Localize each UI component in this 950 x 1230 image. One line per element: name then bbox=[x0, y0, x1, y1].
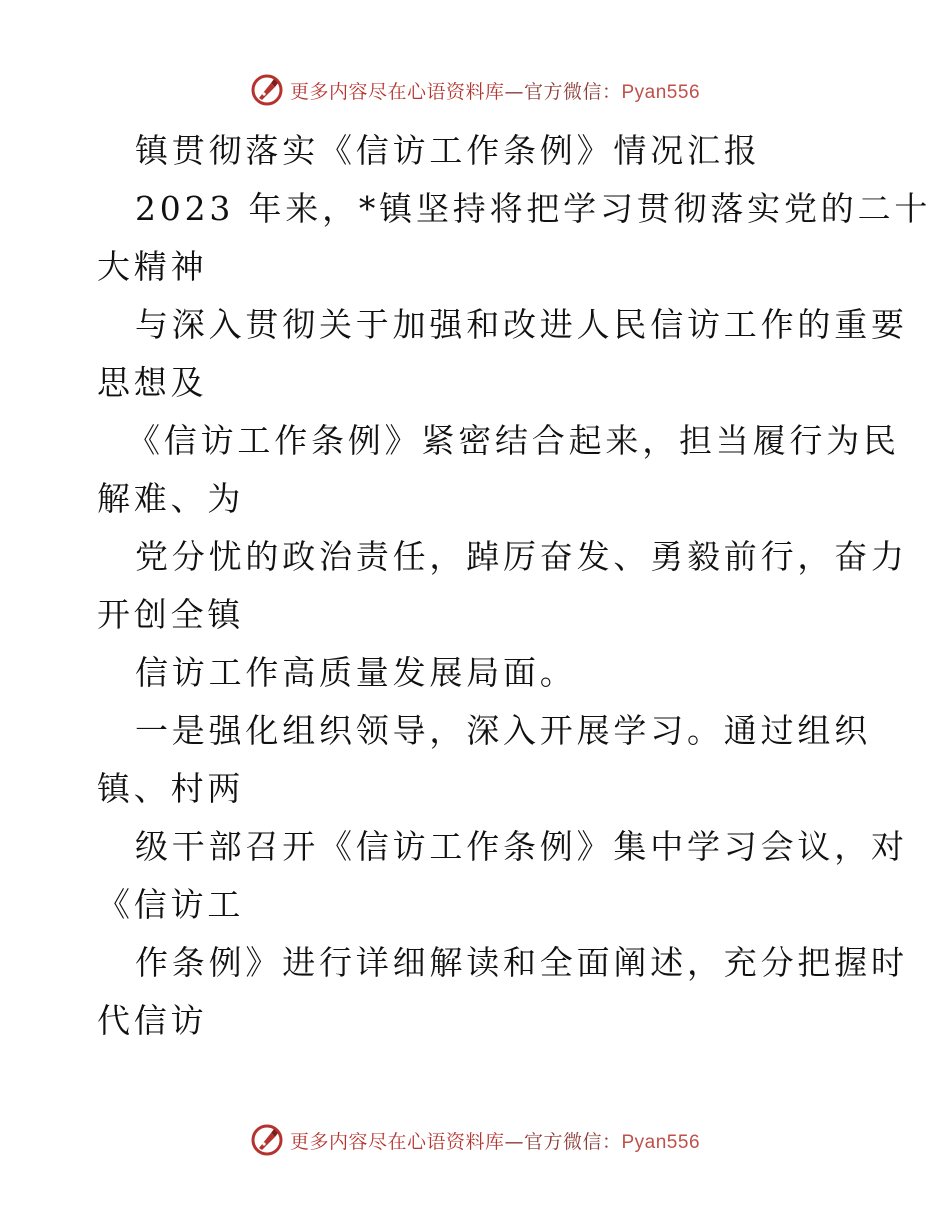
text-line: 大精神 bbox=[97, 247, 208, 286]
document-title: 镇贯彻落实《信访工作条例》情况汇报 bbox=[135, 131, 761, 170]
text-line: 思想及 bbox=[97, 363, 208, 402]
text-line: 开创全镇 bbox=[97, 595, 245, 634]
text-line: 作条例》进行详细解读和全面阐述，充分把握时 bbox=[135, 943, 908, 982]
header-banner bbox=[0, 70, 950, 110]
text-line: 信访工作高质量发展局面。 bbox=[135, 653, 577, 692]
text-line: 解难、为 bbox=[97, 479, 245, 518]
text-line: 《信访工 bbox=[97, 885, 245, 924]
text-line: 《信访工作条例》紧密结合起来，担当履行为民 bbox=[127, 421, 900, 460]
header-wechat-label: 官方微信： bbox=[523, 80, 622, 103]
text-line: 代信访 bbox=[97, 1001, 208, 1040]
text-line: 级干部召开《信访工作条例》集中学习会议，对 bbox=[135, 827, 908, 866]
footer-site-text: 更多内容尽在心语资料库 bbox=[289, 1130, 505, 1153]
header-site-text: 更多内容尽在心语资料库 bbox=[289, 80, 505, 103]
document-body bbox=[97, 122, 932, 1050]
text-line: 党分忧的政治责任，踔厉奋发、勇毅前行，奋力 bbox=[135, 537, 908, 576]
footer-wechat-label: 官方微信： bbox=[523, 1130, 622, 1153]
footer-banner-text bbox=[290, 1127, 700, 1154]
header-wechat-id: Pyan556 bbox=[621, 81, 701, 103]
text-line: 一是强化组织领导，深入开展学习。通过组织 bbox=[135, 711, 871, 750]
header-separator: — bbox=[504, 80, 524, 103]
pen-nib-logo-icon bbox=[250, 1123, 284, 1157]
text-line: 2023 年来，*镇坚持将把学习贯彻落实党的二十 bbox=[135, 189, 932, 228]
footer-wechat-id: Pyan556 bbox=[621, 1131, 701, 1153]
header-banner-text bbox=[290, 77, 700, 104]
header-banner-inner bbox=[250, 73, 700, 107]
footer-banner bbox=[0, 1120, 950, 1160]
text-line: 镇、村两 bbox=[97, 769, 245, 808]
footer-banner-inner bbox=[250, 1123, 700, 1157]
text-line: 与深入贯彻关于加强和改进人民信访工作的重要 bbox=[135, 305, 908, 344]
pen-nib-logo-icon bbox=[250, 73, 284, 107]
footer-separator: — bbox=[504, 1130, 524, 1153]
